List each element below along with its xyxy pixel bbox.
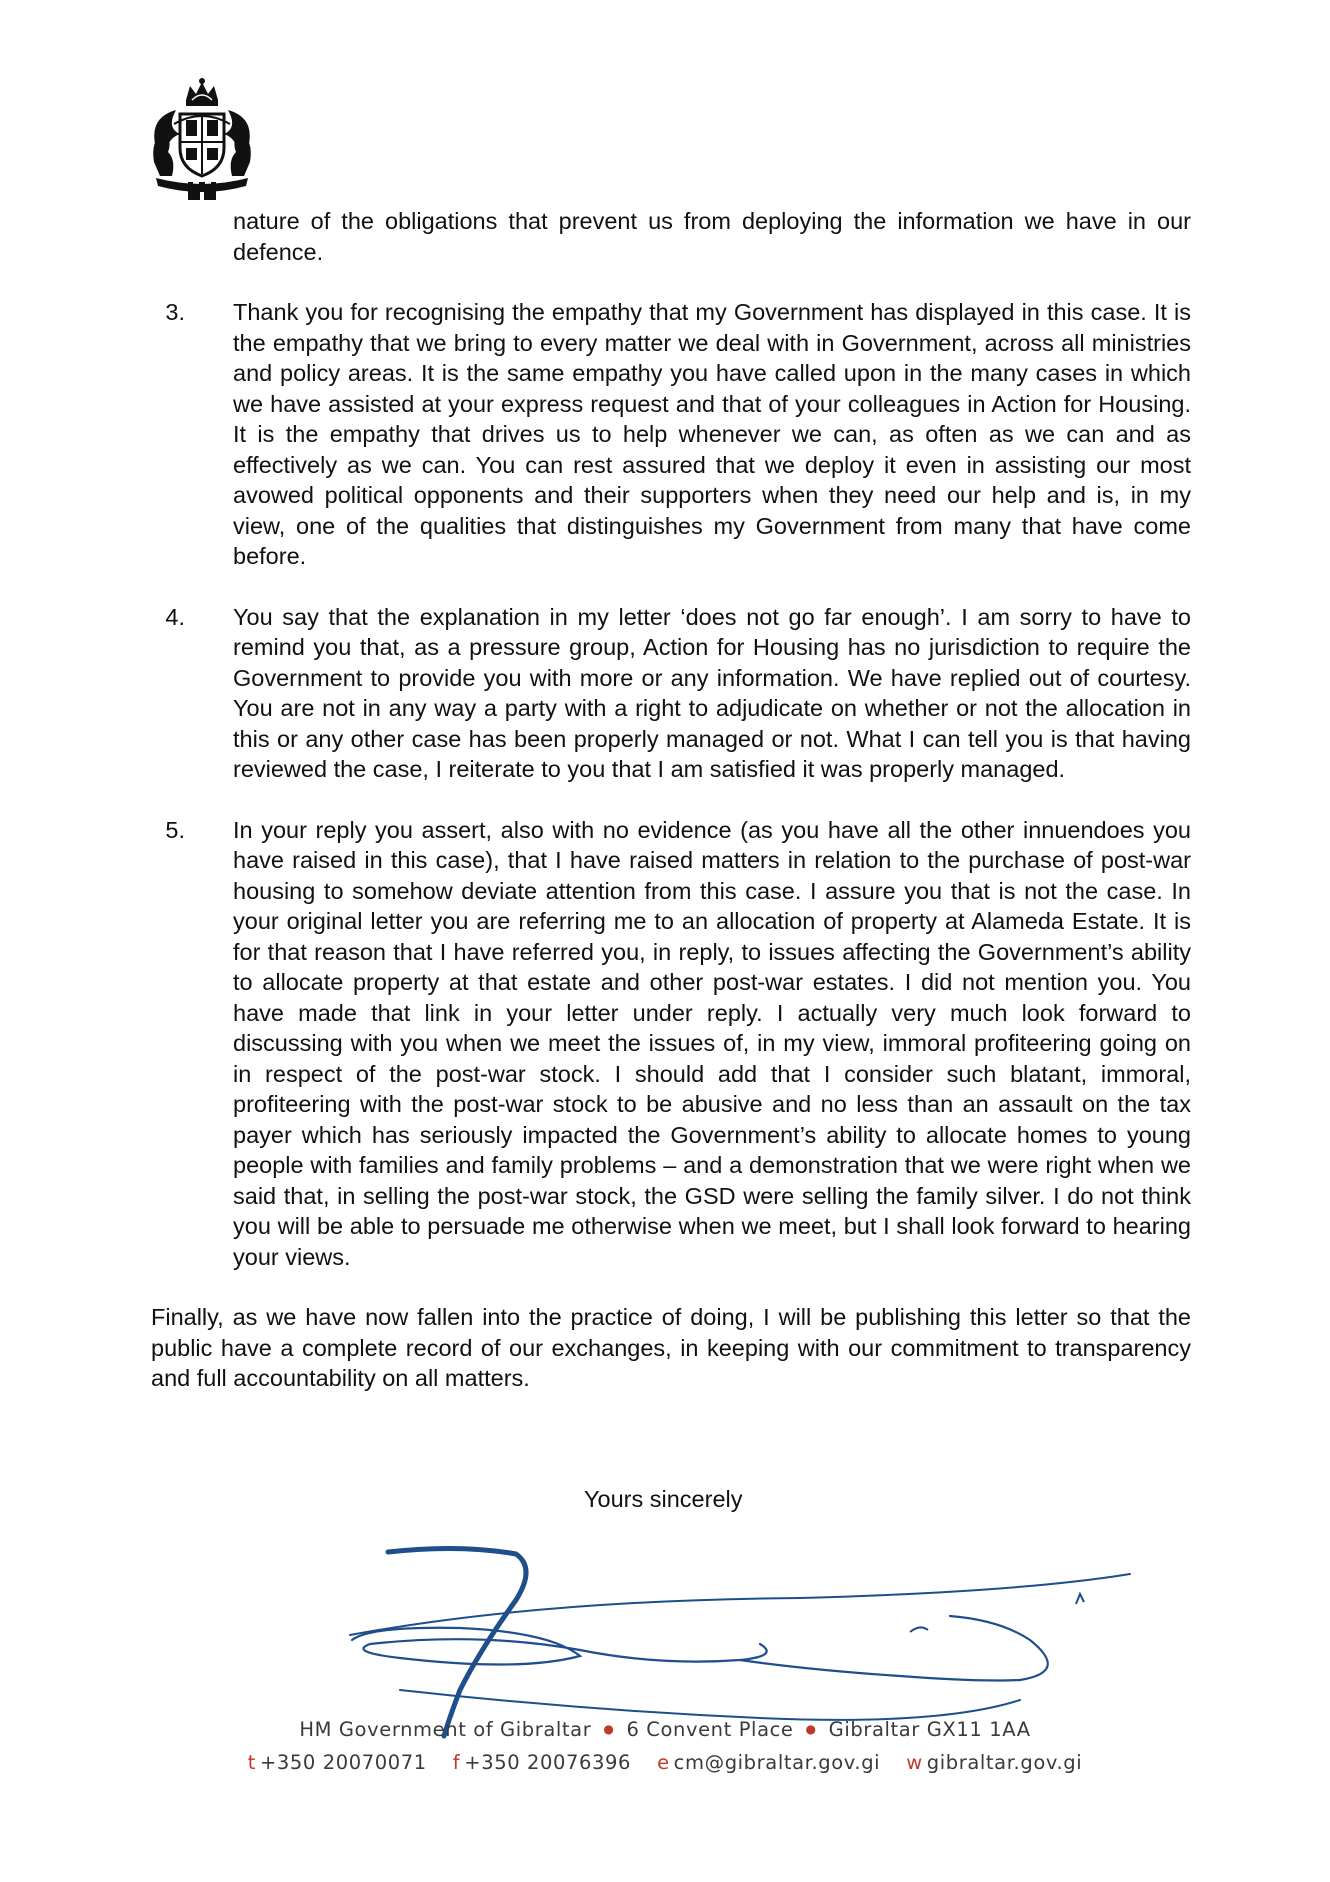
footer-address-line [0,1718,1330,1741]
footer-contact-line [0,1751,1330,1774]
letter-body [151,206,1191,1394]
paragraph-number: 4. [165,603,185,630]
continuation-paragraph: nature of the obligations that prevent us from deploying the information we have in our defence. [233,208,1191,265]
numbered-paragraph-3 [165,297,1191,572]
email-label: e [657,1751,670,1774]
bullet-icon: ● [805,1722,817,1736]
paragraph-number: 3. [165,299,185,325]
numbered-paragraph-5 [165,815,1191,1273]
paragraph-text: In your reply you assert, also with no evidence (as you have all the other innuendoes you have raised in this case), that I have raised matters in relation to the purchase of post-war housing to somehow deviate attention from this case. I assure you that is not the case. In your original letter you are referring me to an allocation of property at Alameda Estate. It is for that reason that I have referred you, in reply, to issues affecting the Government’s ability to allocate property at that estate and other post-war estates. I did not mention you. You have made that link in your letter under reply. I actually very much look forward to discussing with you when we meet the issues of, in my view, immoral profiteering going on in respect of the post-war stock. I should add that I consider such blatant, immoral, profiteering with the post-war stock to be abusive and no less than an assault on the tax payer which has seriously impacted the Government’s ability to allocate homes to young people with families and family problems – and a demonstration that we were right when we said that, in selling the post-war stock, the GSD were selling the family silver. I do not think you will be able to persuade me otherwise when we meet, but I shall look forward to hearing your views. [233,816,1191,1270]
paragraph-text: You say that the explanation in my letter ‘does not go far enough’. I am sorry to have to remind you that, as a pressure group, Action for Housing has no jurisdiction to require the Government to provide you with more or any information. We have replied out of courtesy. You are not in any way a party with a right to adjudicate on whether or not the allocation in this or any other case has been properly managed or not. What I can tell you is that having reviewed the case, I reiterate to you that I am satisfied it was properly managed. [233,603,1191,782]
paragraph-number: 5. [165,816,185,843]
web-label: w [906,1751,923,1774]
tel-label: t [247,1751,256,1774]
footer-address-1: 6 Convent Place [626,1718,794,1741]
footer-fax: +350 20076396 [464,1751,632,1774]
closing-paragraph: Finally, as we have now fallen into the practice of doing, I will be publishing this letter so that the public have a complete record of our exchanges, in keeping with our commitment to transparency and full accountability on all matters. [151,1304,1191,1391]
footer-website[interactable]: gibraltar.gov.gi [926,1751,1083,1774]
fax-label: f [452,1751,461,1774]
signoff: Yours sincerely [584,1486,743,1512]
footer-email[interactable]: cm@gibraltar.gov.gi [673,1751,881,1774]
signature-image [340,1540,1140,1740]
footer-org: HM Government of Gibraltar [299,1718,592,1741]
coat-of-arms-icon [146,78,258,204]
footer-address-2: Gibraltar GX11 1AA [828,1718,1031,1741]
paragraph-text: Thank you for recognising the empathy that my Government has displayed in this case. It is the empathy that we bring to every matter we deal with in Government, across all ministries and policy areas. It is the same empathy you have called upon in the many cases in which we have assisted at your express request and that of your colleagues in Action for Housing. It is the empathy that drives us to help whenever we can, as often as we can and as effectively as we can. You can rest assured that we deploy it even in assisting our most avowed political opponents and their supporters when they need our help and is, in my view, one of the qualities that distinguishes my Government from many that have come before. [233,299,1191,569]
numbered-paragraph-4 [165,602,1191,785]
footer-telephone: +350 20070071 [259,1751,427,1774]
bullet-icon: ● [603,1722,615,1736]
